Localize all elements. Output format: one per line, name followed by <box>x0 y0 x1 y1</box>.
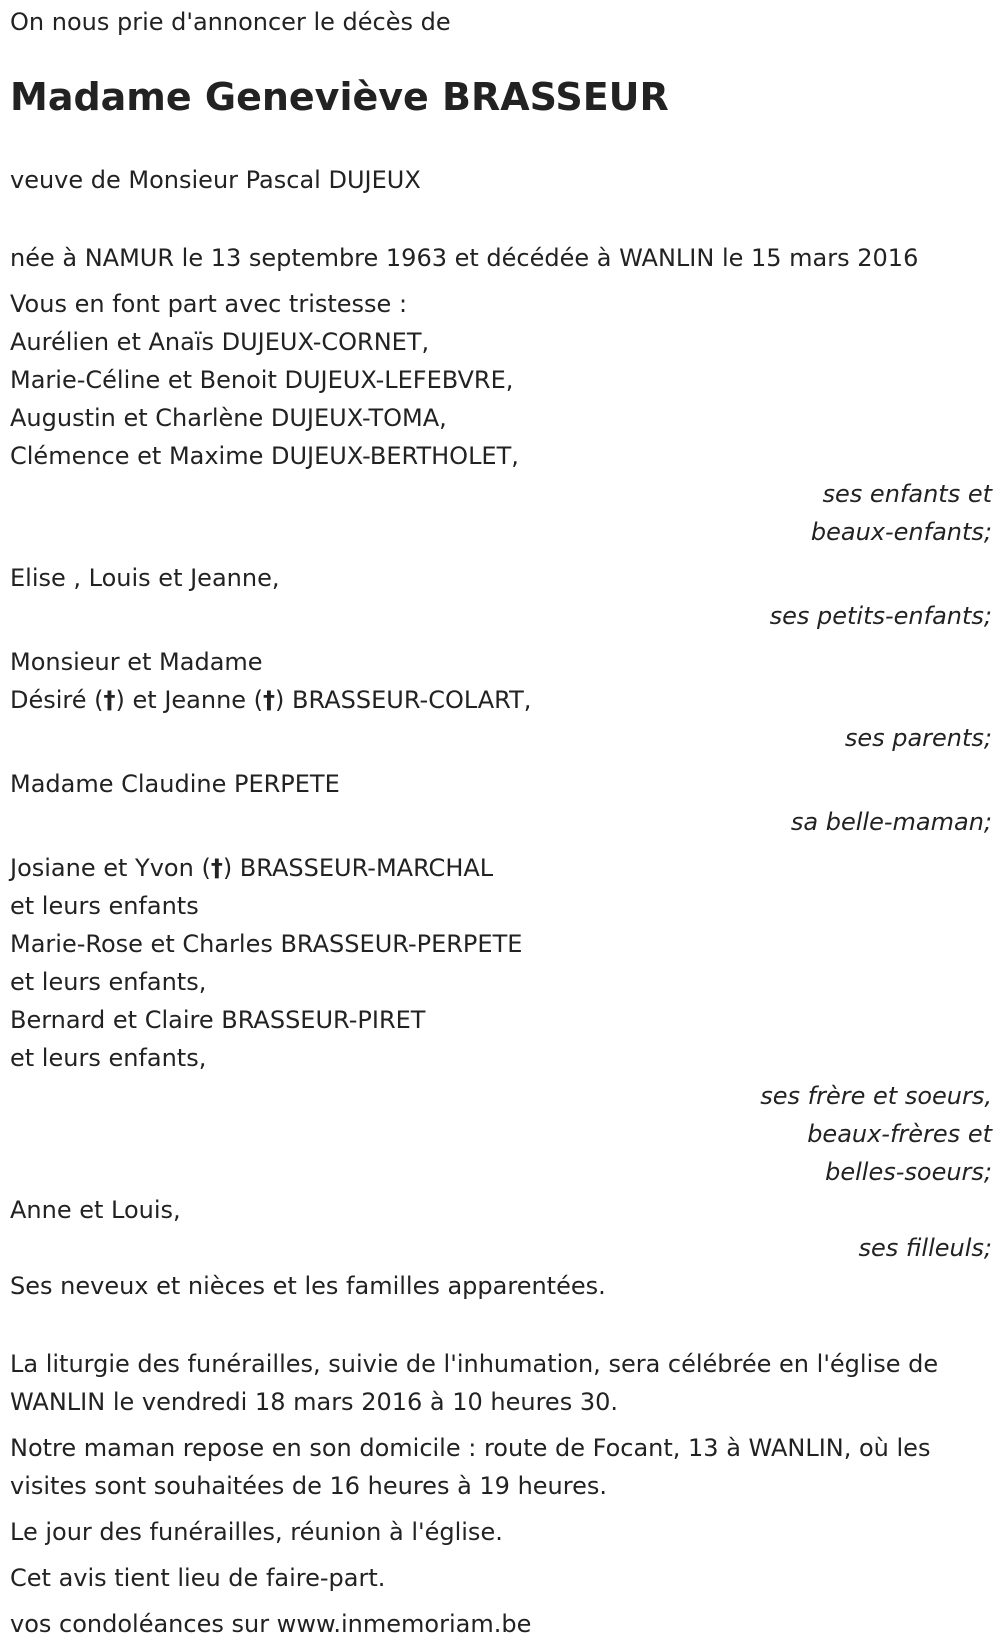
parents-names <box>10 681 992 719</box>
spacer <box>10 199 992 239</box>
spacer <box>10 1551 992 1559</box>
sibling-line: Marie-Rose et Charles BRASSEUR-PERPETE <box>10 930 523 958</box>
cross-icon: † <box>263 686 276 714</box>
sibling-name-part: Josiane et Yvon ( <box>10 854 211 882</box>
birth-death-text: née à NAMUR le 13 septembre 1963 et décédée à WANLIN le 15 mars 2016 <box>10 244 919 272</box>
meeting-text: Le jour des funérailles, réunion à l'église. <box>10 1518 503 1546</box>
spacer <box>10 551 992 559</box>
spacer <box>10 1597 992 1605</box>
parents-role: ses parents; <box>844 724 992 752</box>
grandchildren: Elise , Louis et Jeanne, <box>10 564 280 592</box>
children-role: beaux-enfants; <box>810 518 992 546</box>
sibling-line: Bernard et Claire BRASSEUR-PIRET <box>10 1006 426 1034</box>
cross-icon: † <box>103 686 116 714</box>
sibling-line: et leurs enfants <box>10 892 199 920</box>
spacer <box>10 1505 992 1513</box>
notice-text: Cet avis tient lieu de faire-part. <box>10 1564 386 1592</box>
child-couple: Clémence et Maxime DUJEUX-BERTHOLET, <box>10 442 519 470</box>
siblings-role: ses frère et soeurs, <box>760 1082 992 1110</box>
cross-icon: † <box>210 854 223 882</box>
liturgy-text: La liturgie des funérailles, suivie de l'inhumation, sera célébrée en l'église de WANLIN le vendredi 18 mars 2016 à 10 heures 30. <box>10 1350 939 1416</box>
spacer <box>10 277 992 285</box>
spacer <box>10 635 992 643</box>
parents-name-part: Désiré ( <box>10 686 104 714</box>
spacer <box>10 1305 992 1345</box>
condolences-link[interactable]: vos condoléances sur www.inmemoriam.be <box>10 1610 532 1638</box>
child-couple: Aurélien et Anaïs DUJEUX-CORNET, <box>10 328 430 356</box>
children-role: ses enfants et <box>822 480 992 508</box>
child-couple: Marie-Céline et Benoit DUJEUX-LEFEBVRE, <box>10 366 514 394</box>
obituary-notice <box>10 3 992 1643</box>
parents-name-part: ) BRASSEUR-COLART, <box>275 686 532 714</box>
sibling-name-part: ) BRASSEUR-MARCHAL <box>222 854 494 882</box>
spacer <box>10 757 992 765</box>
parents-title: Monsieur et Madame <box>10 648 263 676</box>
siblings-role: belles-soeurs; <box>825 1158 992 1186</box>
parents-name-part: ) et Jeanne ( <box>115 686 264 714</box>
deceased-name: Madame Geneviève BRASSEUR <box>10 75 669 119</box>
godchildren: Anne et Louis, <box>10 1196 181 1224</box>
mother-in-law-role: sa belle-maman; <box>790 808 992 836</box>
mother-in-law: Madame Claudine PERPETE <box>10 770 340 798</box>
intro-text: On nous prie d'annoncer le décès de <box>10 8 451 36</box>
sibling-couple <box>10 849 992 887</box>
godchildren-role: ses filleuls; <box>858 1234 992 1262</box>
sibling-line: et leurs enfants, <box>10 968 207 996</box>
spacer <box>10 841 992 849</box>
family-intro: Vous en font part avec tristesse : <box>10 290 408 318</box>
extended-family: Ses neveux et nièces et les familles apparentées. <box>10 1272 606 1300</box>
spacer <box>10 121 992 161</box>
grandchildren-role: ses petits-enfants; <box>769 602 992 630</box>
visits-text: Notre maman repose en son domicile : route de Focant, 13 à WANLIN, où les visites sont souhaitées de 16 heures à 19 heures. <box>10 1434 931 1500</box>
spouse-text: veuve de Monsieur Pascal DUJEUX <box>10 166 421 194</box>
spacer <box>10 1421 992 1429</box>
sibling-line: et leurs enfants, <box>10 1044 207 1072</box>
child-couple: Augustin et Charlène DUJEUX-TOMA, <box>10 404 447 432</box>
siblings-role: beaux-frères et <box>807 1120 992 1148</box>
